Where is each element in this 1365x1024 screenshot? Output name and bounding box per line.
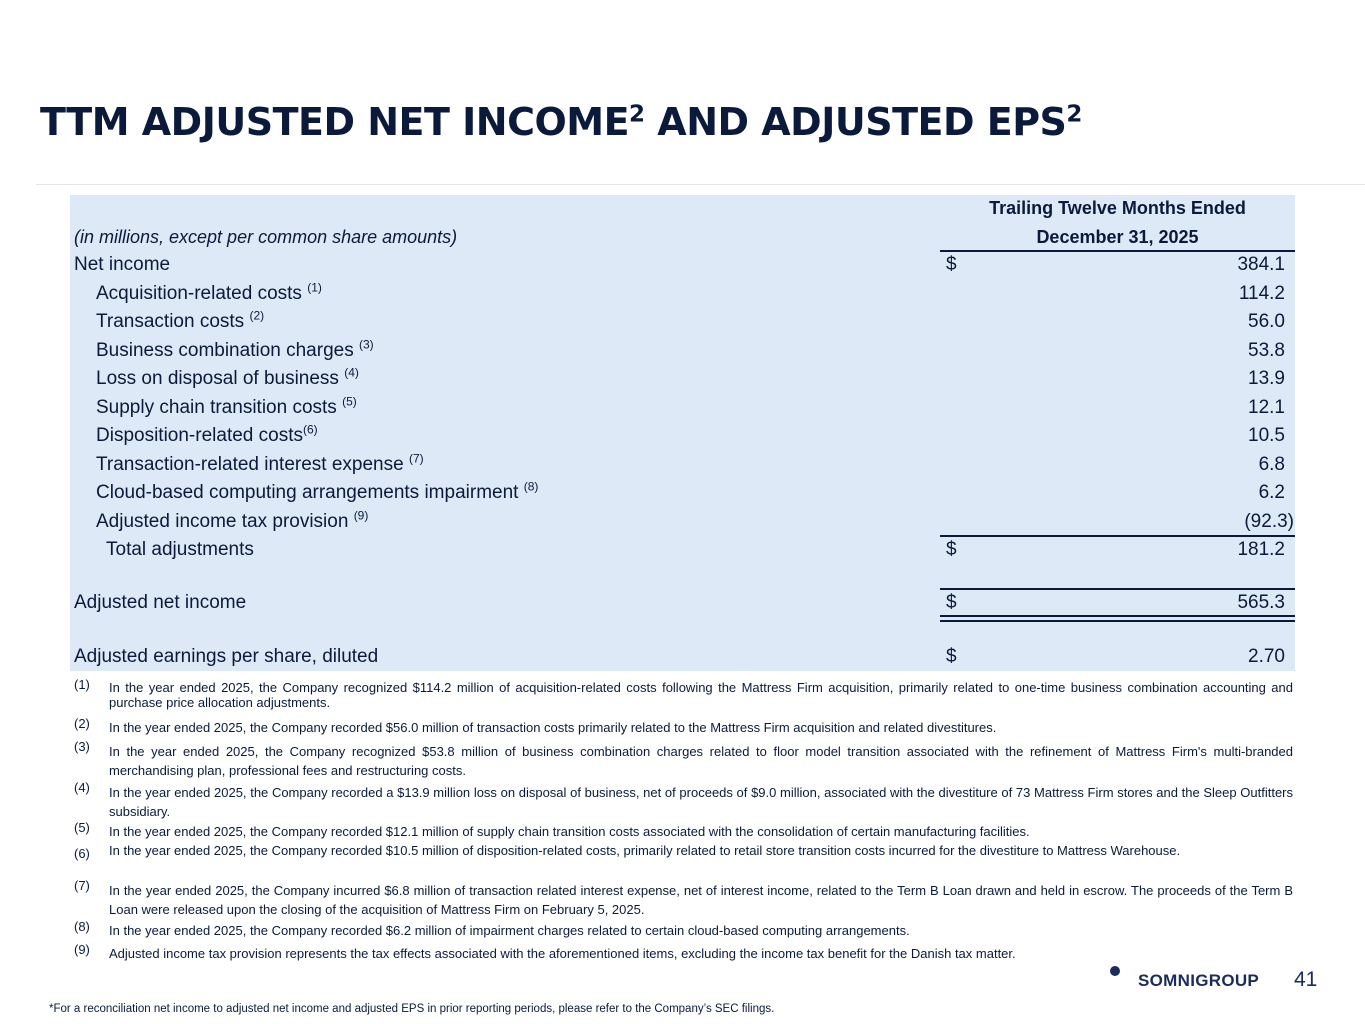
title-superscript-1: 2 <box>629 101 645 128</box>
row-value: 56.0 <box>1248 311 1285 332</box>
currency-symbol: $ <box>946 646 957 667</box>
footnote-ref: (8) <box>523 479 539 494</box>
row-label-text: Adjusted income tax provision <box>96 511 354 532</box>
table-row <box>70 508 1295 536</box>
double-rule-lower <box>940 620 1295 622</box>
row-label-text: Disposition-related costs <box>96 425 303 446</box>
footnote-text: In the year ended 2025, the Company incurred $6.8 million of transaction related interest expense, net of interest income, related to the Term B Loan drawn and held in escrow. The proceeds of the Term B Loan were released upon the closing of the acquisition of Mattress Firm on February 5, 2025. <box>109 883 1293 917</box>
row-label-text: Business combination charges <box>96 340 359 361</box>
row-value: (92.3) <box>1244 511 1294 532</box>
row-label <box>74 251 170 279</box>
footnote-text: In the year ended 2025, the Company recognized $114.2 million of acquisition-related costs following the Mattress Firm acquisition, primarily related to one-time business combination accounting and purchase price allocation adjustments. <box>109 680 1293 710</box>
row-label-text: Acquisition-related costs <box>96 283 308 304</box>
units-label: (in millions, except per common share amounts) <box>74 227 458 247</box>
row-label: Adjusted earnings per share, diluted <box>74 646 379 667</box>
currency-symbol: $ <box>946 254 957 275</box>
footnote-ref: (2) <box>249 308 265 323</box>
footnote-ref: (4) <box>344 365 359 380</box>
page-number: 41 <box>1294 968 1318 991</box>
row-label <box>96 337 374 365</box>
row-label <box>96 365 359 393</box>
footnote-number: (9) <box>74 942 90 957</box>
row-value: 13.9 <box>1248 368 1285 389</box>
table-row-adjusted-net-income <box>70 589 1295 617</box>
table-row <box>70 308 1295 336</box>
logo-wordmark: SOMNIGROUP <box>1138 971 1260 990</box>
row-label <box>96 308 264 336</box>
column-header-line-2: December 31, 2025 <box>1036 227 1199 247</box>
row-value: 181.2 <box>1237 539 1285 560</box>
footnote-text: In the year ended 2025, the Company recorded $12.1 million of supply chain transition costs associated with the consolidation of certain manufacturing facilities. <box>109 824 1030 839</box>
currency-symbol: $ <box>946 539 957 560</box>
table-row-adjusted-eps <box>70 643 1295 671</box>
page-title <box>40 100 1082 144</box>
table-row <box>70 422 1295 450</box>
row-value: 384.1 <box>1237 254 1285 275</box>
title-part-2: AND ADJUSTED EPS <box>644 100 1067 144</box>
footnote-ref: (9) <box>353 508 369 523</box>
footnote-number: (2) <box>74 716 90 731</box>
row-label-text: Transaction costs <box>96 311 250 332</box>
table-row <box>70 365 1295 393</box>
row-value: 10.5 <box>1248 425 1285 446</box>
row-value: 6.2 <box>1258 482 1285 503</box>
row-value: 114.2 <box>1238 283 1285 304</box>
row-label-text: Net income <box>74 254 171 275</box>
footnote-text: In the year ended 2025, the Company recorded $10.5 million of disposition-related costs, primarily related to retail store transition costs incurred for the divestiture to Mattress Warehouse. <box>109 843 1181 858</box>
footnote-number: (4) <box>74 780 90 795</box>
footnote-ref: (3) <box>358 337 374 352</box>
row-label-text: Supply chain transition costs <box>96 397 343 418</box>
table-row-total-adjustments <box>70 536 1295 564</box>
logo-mark-icon <box>1100 962 1132 1000</box>
footnote-text: Adjusted income tax provision represents the tax effects associated with the aforementioned items, excluding the income tax benefit for the Danish tax matter. <box>109 946 1016 961</box>
table-row <box>70 451 1295 479</box>
footnote-number: (3) <box>74 739 90 754</box>
row-label-text: Cloud-based computing arrangements impairment <box>96 482 524 503</box>
row-value: 12.1 <box>1248 397 1285 418</box>
column-header-line-1: Trailing Twelve Months Ended <box>989 198 1246 218</box>
row-value: 565.3 <box>1237 592 1285 613</box>
row-label <box>96 394 357 422</box>
row-value: 53.8 <box>1248 340 1285 361</box>
row-label: Adjusted net income <box>74 592 247 613</box>
currency-symbol: $ <box>946 592 957 613</box>
title-part-1: TTM ADJUSTED NET INCOME <box>40 100 630 144</box>
reconciliation-note: *For a reconciliation net income to adjusted net income and adjusted EPS in prior reporting periods, please refer to the Company’s SEC filings. <box>49 1003 775 1015</box>
row-label <box>96 422 318 450</box>
row-label <box>96 451 424 479</box>
footnote-number: (5) <box>74 820 90 835</box>
row-label <box>96 479 538 507</box>
title-superscript-2: 2 <box>1066 101 1082 128</box>
footnote-text: In the year ended 2025, the Company recognized $53.8 million of business combination charges related to floor model transition associated with the refinement of Mattress Firm's multi-branded merchandising plan, professional fees and restructuring costs. <box>109 744 1293 778</box>
row-label-text: Loss on disposal of business <box>96 368 345 389</box>
row-label: Total adjustments <box>106 539 254 560</box>
header-divider <box>36 184 1365 185</box>
footnote-text: In the year ended 2025, the Company recorded $6.2 million of impairment charges related to certain cloud-based computing arrangements. <box>109 923 910 938</box>
footnote-text: In the year ended 2025, the Company recorded $56.0 million of transaction costs primarily related to the Mattress Firm acquisition and related divestitures. <box>109 720 997 735</box>
row-label <box>96 280 322 308</box>
footnote-ref: (7) <box>408 451 424 466</box>
footnote-number: (8) <box>74 919 90 934</box>
footnote-ref: (5) <box>342 394 357 409</box>
row-value: 6.8 <box>1258 454 1285 475</box>
footnote-ref: (1) <box>307 280 322 295</box>
table-row <box>70 280 1295 308</box>
table-row <box>70 337 1295 365</box>
footnote-number: (6) <box>74 846 90 861</box>
row-label <box>96 508 368 536</box>
table-row <box>70 251 1295 279</box>
table-row <box>70 394 1295 422</box>
footnote-text: In the year ended 2025, the Company recorded a $13.9 million loss on disposal of business, net of proceeds of $9.0 million, associated with the divestiture of 73 Mattress Firm stores and the Sleep Outfitters subsidiary. <box>109 785 1293 819</box>
table-row <box>70 479 1295 507</box>
row-value: 2.70 <box>1248 646 1285 667</box>
company-logo <box>1100 962 1259 1000</box>
row-label-text: Transaction-related interest expense <box>96 454 409 475</box>
footnote-number: (1) <box>74 677 90 692</box>
footnote-number: (7) <box>74 878 90 893</box>
footnote-ref: (6) <box>302 422 318 437</box>
